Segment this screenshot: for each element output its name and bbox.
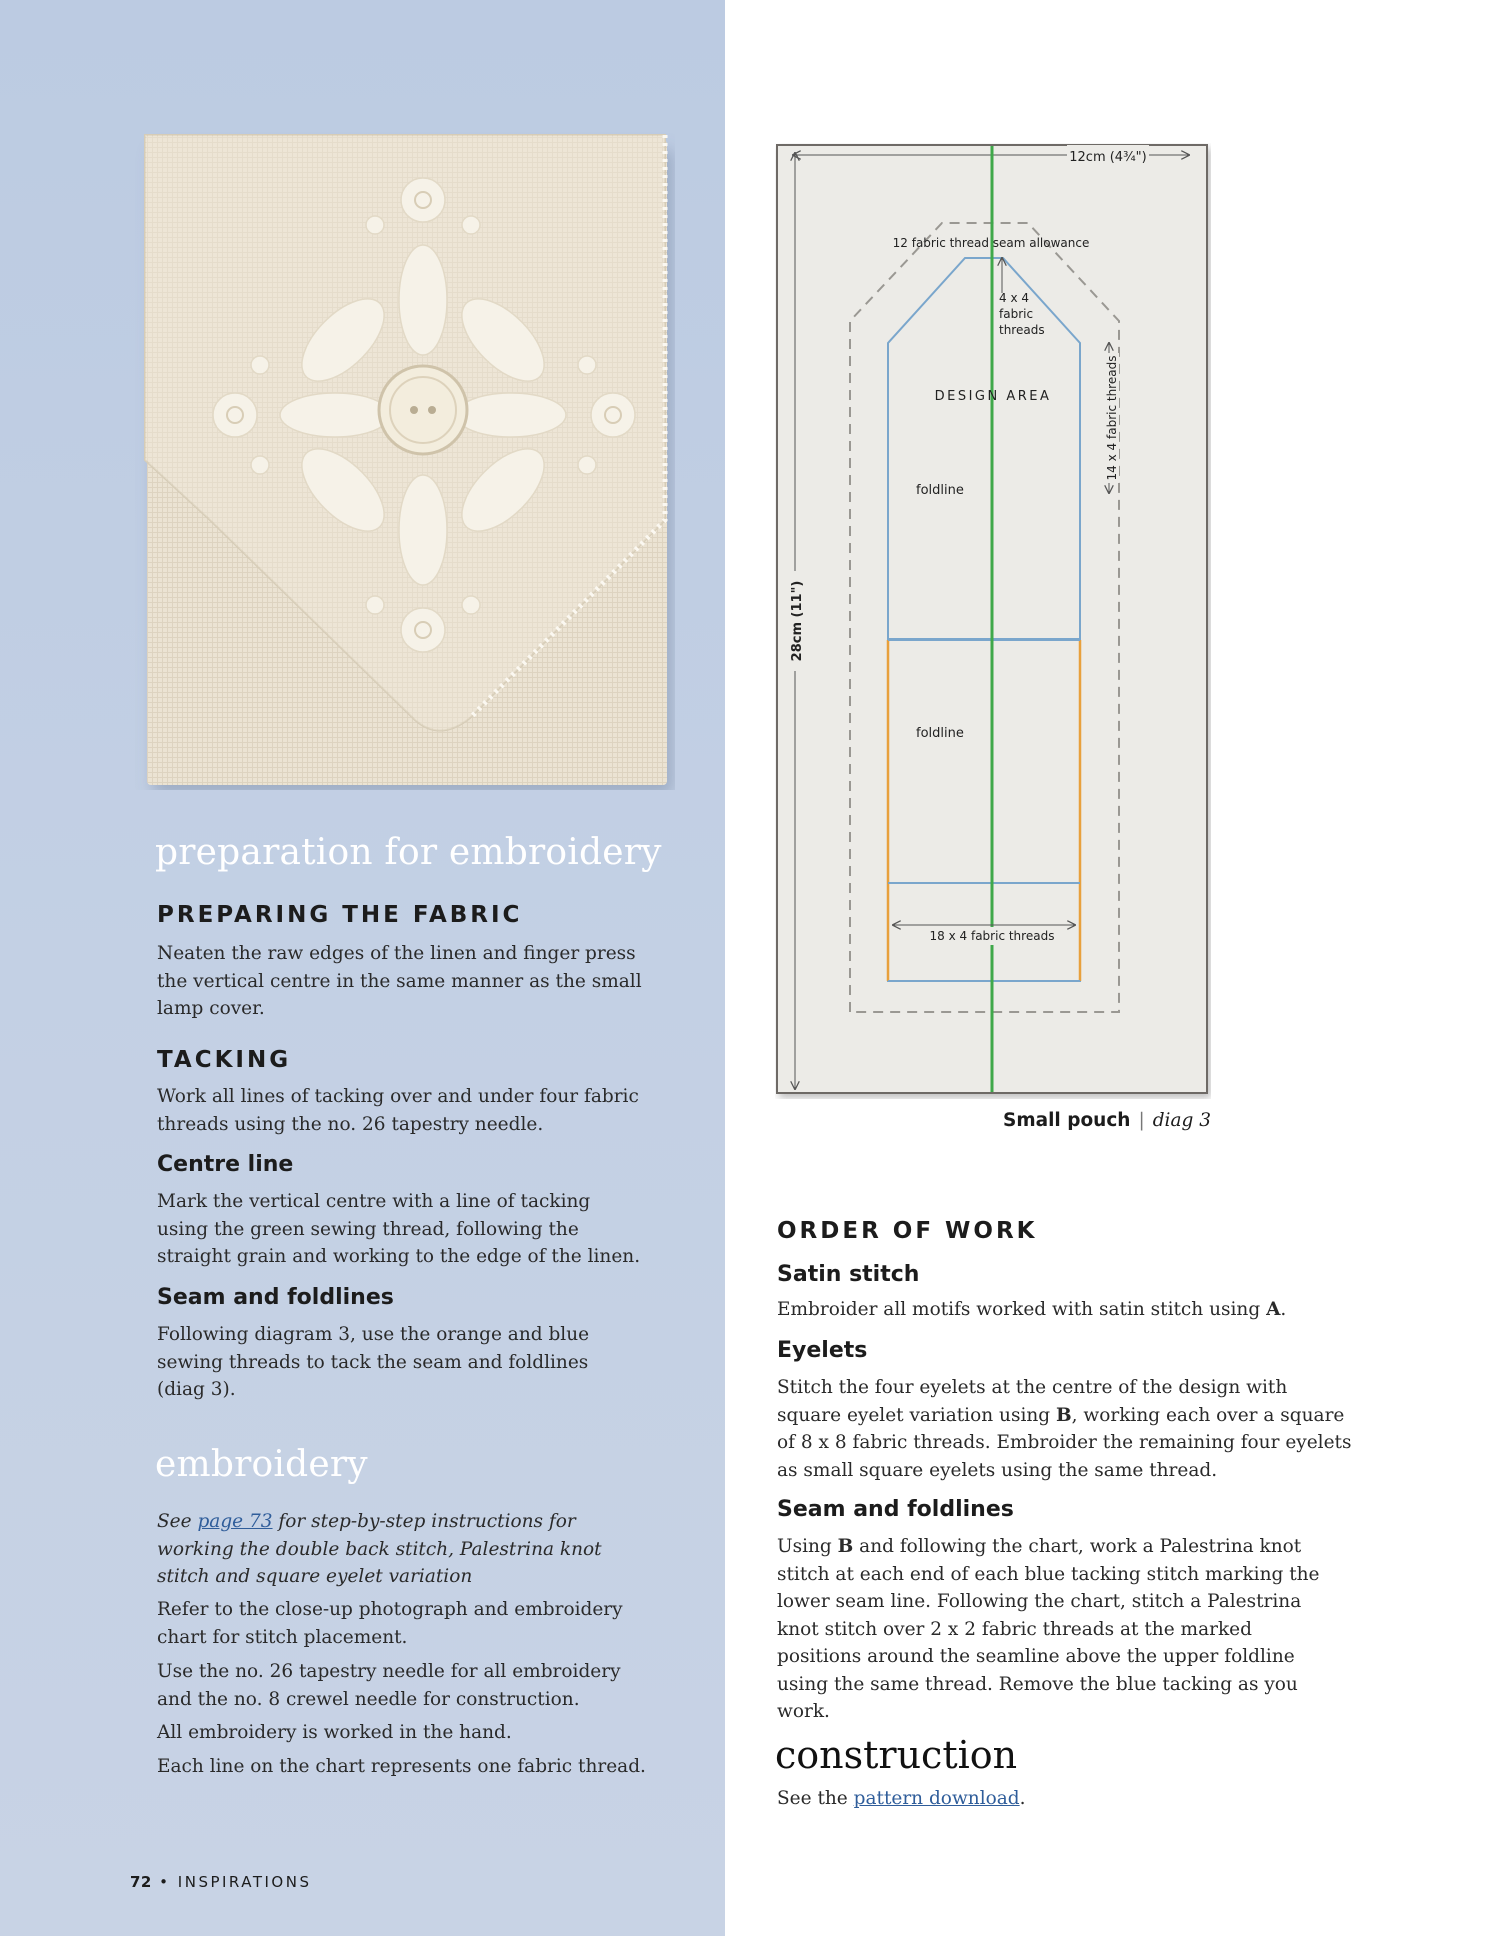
centre-line-heading: Centre line bbox=[157, 1152, 294, 1177]
seam-text-pre: Using bbox=[777, 1536, 838, 1557]
caption-separator: | bbox=[1138, 1110, 1145, 1131]
diagram-caption bbox=[1003, 1110, 1211, 1131]
four-by-four-line-2: fabric bbox=[999, 307, 1034, 321]
embroidery-para-3: All embroidery is worked in the hand. bbox=[157, 1722, 512, 1743]
footer-dot: • bbox=[159, 1873, 171, 1891]
pouch-photo bbox=[135, 130, 675, 790]
four-by-four-line-3: threads bbox=[999, 323, 1045, 337]
caption-title: Small pouch bbox=[1003, 1110, 1131, 1131]
preparation-title: preparation for embroidery bbox=[155, 832, 662, 873]
page-73-link[interactable]: page 73 bbox=[197, 1511, 273, 1532]
eyelets-text bbox=[777, 1374, 1352, 1484]
seam-allowance-label: 12 fabric thread seam allowance bbox=[892, 236, 1090, 250]
embroidery-para-2: Use the no. 26 tapestry needle for all embroidery and the no. 8 crewel needle for construction. bbox=[157, 1661, 621, 1710]
see-prefix: See bbox=[157, 1511, 198, 1532]
bottom-threads-label: 18 x 4 fabric threads bbox=[929, 929, 1055, 943]
seam-foldlines-heading: Seam and foldlines bbox=[157, 1285, 394, 1310]
right-seam-foldlines-heading: Seam and foldlines bbox=[777, 1497, 1014, 1522]
see-suffix: for step-by-step instructions for working the double back stitch, Palestrina knot stitch and square eyelet variation bbox=[157, 1511, 602, 1587]
satin-stitch-heading: Satin stitch bbox=[777, 1262, 920, 1287]
caption-diagram: diag 3 bbox=[1152, 1110, 1211, 1131]
height-dimension-label: 28cm (11") bbox=[790, 580, 805, 662]
construction-post: . bbox=[1019, 1788, 1026, 1809]
foldline-upper-label: foldline bbox=[916, 483, 964, 498]
seam-thread-B: B bbox=[837, 1536, 854, 1557]
pattern-download-link[interactable]: pattern download bbox=[853, 1788, 1020, 1809]
centre-line-text: Mark the vertical centre with a line of tacking using the green sewing thread, following the straight grain and working to the edge of the linen. bbox=[157, 1191, 641, 1267]
magazine-name: INSPIRATIONS bbox=[177, 1873, 312, 1891]
eyelets-text-pre: Stitch the four eyelets at the centre of the design with square eyelet variation using bbox=[777, 1377, 1288, 1426]
eyelets-heading: Eyelets bbox=[777, 1338, 868, 1363]
construction-text bbox=[777, 1785, 1337, 1813]
right-seam-foldlines-text bbox=[777, 1533, 1342, 1726]
foldline-lower-label: foldline bbox=[916, 726, 964, 741]
order-of-work-heading: ORDER OF WORK bbox=[777, 1218, 1038, 1244]
eyelets-text-post: , working each over a square of 8 x 8 fabric threads. Embroider the remaining four eyelets as small square eyelets using the same thread. bbox=[777, 1404, 1352, 1481]
eyelets-thread-B: B bbox=[1056, 1404, 1072, 1426]
page-number: 72 bbox=[130, 1873, 152, 1891]
satin-thread-A: A bbox=[1266, 1299, 1281, 1320]
satin-stitch-text bbox=[777, 1296, 1347, 1324]
four-by-four-line-1: 4 x 4 bbox=[999, 291, 1029, 305]
embroidery-para-1: Refer to the close-up photograph and embroidery chart for stitch placement. bbox=[157, 1599, 623, 1648]
seam-text-post: and following the chart, work a Palestrina knot stitch at each end of each blue tacking stitch marking the lower seam line. Following the chart, stitch a Palestrina knot stitch over 2 x 2 fabric threads at the marked positions around the seamline above the upper foldline using the same thread. Remove the blue tacking as you work. bbox=[777, 1536, 1320, 1722]
construction-pre: See the bbox=[777, 1788, 854, 1809]
embroidery-title: embroidery bbox=[155, 1444, 368, 1485]
tacking-heading: TACKING bbox=[157, 1047, 292, 1073]
preparing-fabric-heading: PREPARING THE FABRIC bbox=[157, 902, 523, 928]
embroidery-para-4: Each line on the chart represents one fabric thread. bbox=[157, 1756, 646, 1777]
side-threads-label: 14 x 4 fabric threads bbox=[1105, 355, 1119, 481]
satin-text-pre: Embroider all motifs worked with satin stitch using bbox=[777, 1299, 1267, 1320]
width-dimension-label: 12cm (4¾") bbox=[1069, 150, 1147, 165]
preparing-fabric-text: Neaten the raw edges of the linen and finger press the vertical centre in the same manner as the small lamp cover. bbox=[157, 943, 642, 1019]
construction-title: construction bbox=[775, 1733, 1018, 1777]
satin-text-post: . bbox=[1280, 1299, 1287, 1320]
design-area-label: DESIGN AREA bbox=[934, 389, 1052, 404]
page-footer bbox=[130, 1873, 311, 1891]
step-by-step-note bbox=[157, 1508, 657, 1591]
pattern-diagram bbox=[775, 143, 1211, 1099]
tacking-text: Work all lines of tacking over and under four fabric threads using the no. 26 tapestry needle. bbox=[157, 1086, 639, 1135]
seam-foldlines-text: Following diagram 3, use the orange and blue sewing threads to tack the seam and foldlines (diag 3). bbox=[157, 1324, 590, 1400]
